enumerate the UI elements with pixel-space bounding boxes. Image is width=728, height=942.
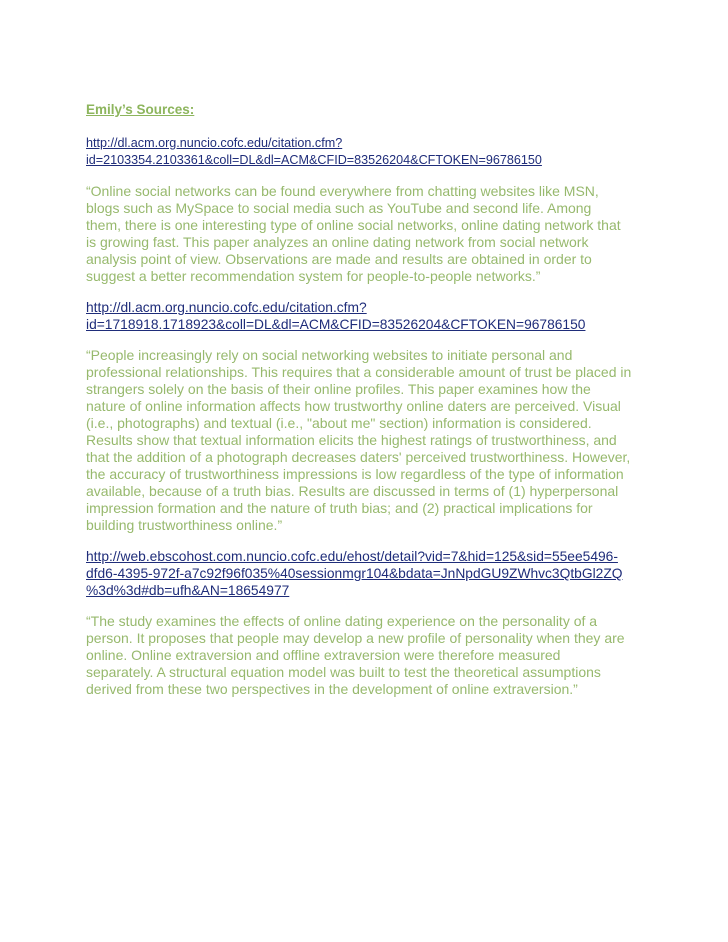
source-link-2[interactable]	[86, 299, 656, 333]
source-link-1[interactable]	[86, 135, 656, 169]
quote-line: is growing fast. This paper analyzes an online dating network from social network	[86, 234, 589, 250]
quote-line: that the addition of a photograph decreases daters' perceived trustworthiness. However,	[86, 449, 631, 465]
quote-line: them, there is one interesting type of online social networks, online dating network that	[86, 217, 621, 233]
source-quote-3	[86, 613, 656, 698]
source-link-3-line-3: %3d%3d#db=ufh&AN=18654977	[86, 583, 290, 598]
quote-line: person. It proposes that people may develop a new profile of personality when they are	[86, 630, 625, 646]
quote-line: the accuracy of trustworthiness impressions is low regardless of the type of information	[86, 466, 624, 482]
quote-line: “The study examines the effects of online dating experience on the personality of a	[86, 613, 598, 629]
source-link-3-line-2: dfd6-4395-972f-a7c92f96f035%40sessionmgr104&bdata=JnNpdGU9ZWhvc3QtbGl2ZQ	[86, 566, 623, 581]
source-link-1-line-1: http://dl.acm.org.nuncio.cofc.edu/citation.cfm?	[86, 136, 343, 150]
quote-line: online. Online extraversion and offline extraversion were therefore measured	[86, 647, 561, 663]
quote-line: (i.e., photographs) and textual (i.e., "about me" section) information is considered.	[86, 415, 592, 431]
quote-line: available, because of a truth bias. Results are discussed in terms of (1) hyperpersonal	[86, 483, 619, 499]
source-link-2-line-2: id=1718918.1718923&coll=DL&dl=ACM&CFID=83526204&CFTOKEN=96786150	[86, 317, 586, 332]
quote-line: strangers solely on the basis of their online profiles. This paper examines how the	[86, 381, 591, 397]
source-quote-1	[86, 183, 656, 285]
quote-line: professional relationships. This requires that a considerable amount of trust be placed in	[86, 364, 632, 380]
source-link-1-line-2: id=2103354.2103361&coll=DL&dl=ACM&CFID=83526204&CFTOKEN=96786150	[86, 153, 542, 167]
quote-line: nature of online information affects how trustworthy online daters are perceived. Visual	[86, 398, 621, 414]
document-content	[86, 101, 656, 712]
quote-line: Results show that textual information elicits the highest ratings of trustworthiness, and	[86, 432, 617, 448]
quote-line: impression formation and the nature of truth bias; and (2) practical implications for	[86, 500, 593, 516]
quote-line: “People increasingly rely on social networking websites to initiate personal and	[86, 347, 573, 363]
quote-line: derived from these two perspectives in the development of online extraversion.”	[86, 681, 578, 697]
source-link-3[interactable]	[86, 548, 656, 599]
source-link-2-line-1: http://dl.acm.org.nuncio.cofc.edu/citation.cfm?	[86, 300, 367, 315]
page-heading: Emily’s Sources:	[86, 102, 195, 117]
quote-line: suggest a better recommendation system for people-to-people networks.”	[86, 268, 541, 284]
quote-line: analysis point of view. Observations are made and results are obtained in order to	[86, 251, 592, 267]
quote-line: “Online social networks can be found everywhere from chatting websites like MSN,	[86, 183, 599, 199]
source-link-3-line-1: http://web.ebscohost.com.nuncio.cofc.edu/ehost/detail?vid=7&hid=125&sid=55ee5496-	[86, 549, 618, 564]
source-quote-2	[86, 347, 656, 534]
quote-line: separately. A structural equation model was built to test the theoretical assumptions	[86, 664, 601, 680]
quote-line: building trustworthiness online.”	[86, 517, 283, 533]
quote-line: blogs such as MySpace to social media such as YouTube and second life. Among	[86, 200, 592, 216]
